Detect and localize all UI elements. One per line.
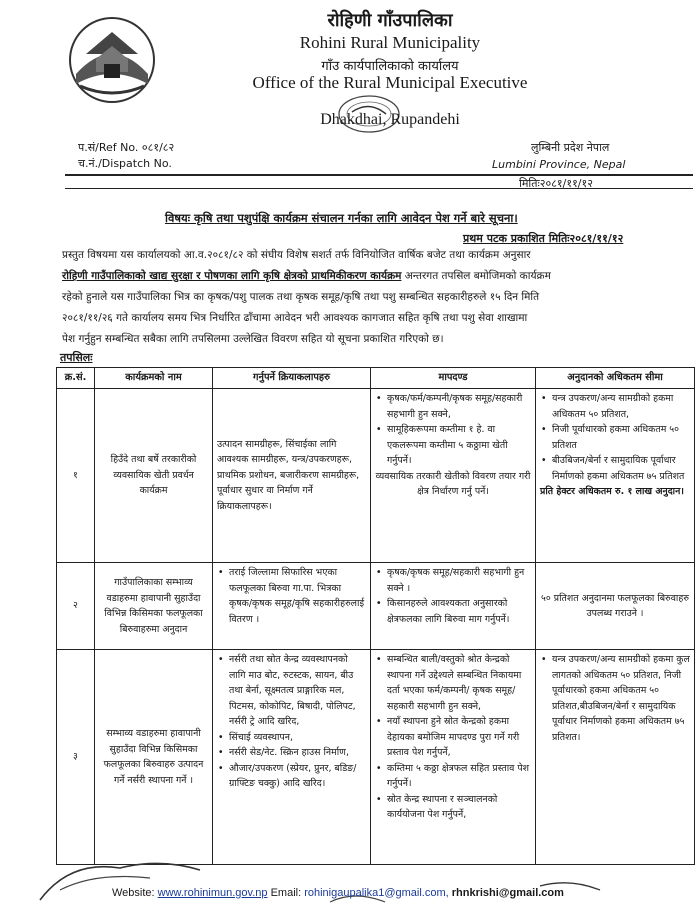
details-heading: तपसिलः [60, 351, 93, 364]
row-sn: ३ [57, 650, 95, 865]
office-name-en: Office of the Rural Municipal Executive [252, 73, 528, 92]
row-sn: २ [57, 563, 95, 650]
grant-item: • बीउबिजन/बेर्ना र सामुदायिक पूर्वाधार निर्माणको हकमा अधिकतम ७५ प्रतिशत [550, 453, 690, 484]
email-link-primary[interactable]: rohinigaupalika1@gmail.com, [304, 887, 449, 899]
municipality-name-np: रोहिणी गाँउपालिका [327, 10, 453, 31]
activity-item: • नर्सरी सेड/नेट. स्क्रिन हाउस निर्माण, [227, 745, 366, 761]
row-grant [536, 650, 695, 865]
row-program-name: सम्भाव्य वडाहरुमा हावापानी सुहाउँदा विभिन्न किसिमका फलफूलका बिरुवाहरु उत्पादन गर्ने नर्सरी स्थापना गर्ने । [95, 650, 213, 865]
row-grant: ५० प्रतिशत अनुदानमा फलफूलका बिरुवाहरु उपलब्ध गराउने । [536, 563, 695, 650]
criteria-item: • किसानहरुले आवश्यकता अनुसारको क्षेत्रफलका लागि बिरुवा माग गर्नुपर्ने। [385, 596, 531, 627]
municipality-emblem-icon [66, 14, 158, 106]
notice-date: मितिः२०८१/११/१२ [519, 177, 593, 190]
activity-item: • नर्सरी तथा स्रोत केन्द्र व्यवस्थापनको लागि माउ बोट, रुटस्टक, सायन, बीउ तथा बेर्ना, सूक्ष्मतत्व प्राङ्गारिक मल, पिटमस, कोकोपिट, बिषादी, पोलिपट, नर्सरी ट्रे आदि खरिद, [227, 652, 366, 730]
table-row [57, 389, 695, 563]
body-line: रहेको हुनाले यस गाउँपालिका भित्र का कृषक/पशु पालक तथा कृषक समूह/कृषि तथा पशु सम्बन्धित सहकारीहरुले १५ दिन मिति [62, 291, 540, 303]
published-date: प्रथम पटक प्रकाशित मितिः२०८१/११/१२ [463, 232, 624, 245]
office-address: Dhakdhai, Rupandehi [320, 111, 460, 128]
row-activities [213, 650, 371, 865]
col-header-activities: गर्नुपर्ने क्रियाकलापहरु [213, 368, 371, 389]
row-activities: उत्पादन सामग्रीहरू, सिंचाईका लागि आवश्यक सामग्रीहरू, यन्त्र/उपकरणहरू, प्राथमिक प्रशोधन, बजारीकरण सामग्रीहरू, पूर्वाधार सुधार वा निर्माण गर्ने क्रियाकलापहरू। [213, 389, 371, 563]
grant-item: • निजी पूर्वाधारको हकमा अधिकतम ५० प्रतिशत [550, 422, 690, 453]
program-table [56, 367, 695, 865]
col-header-criteria: मापदण्ड [371, 368, 536, 389]
dispatch-number: च.नं./Dispatch No. [78, 157, 172, 170]
province-np: लुम्बिनी प्रदेश नेपाल [531, 141, 610, 154]
body-line: प्रस्तुत विषयमा यस कार्यालयको आ.व.२०८१/८२ को संघीय विशेष सशर्त तर्फ विनियोजित वार्षिक बजेट तथा कार्यक्रम अनुसार [62, 249, 531, 261]
criteria-item: • कम्तिमा ५ कठ्ठा क्षेत्रफल सहित प्रस्ताव पेश गर्नुपर्ने। [385, 761, 531, 792]
row-program-name: गाउँपालिकाका सम्भाव्य वडाहरुमा हावापानी सुहाउँदा विभिन्न किसिमका फलफूलका बिरुवाहरुमा अनुदान [95, 563, 213, 650]
email-link-secondary[interactable]: rhnkrishi@gmail.com [448, 887, 564, 899]
notice-subject: विषयः कृषि तथा पशुपंक्षि कार्यक्रम संचालन गर्नका लागि आवेदन पेश गर्ने बारे सूचना। [165, 211, 518, 225]
grant-item: • यन्त्र उपकरण/अन्य सामग्रीको हकमा अधिकतम ५० प्रतिशत, [550, 391, 690, 422]
body-line: रोहिणी गाउँपालिकाको खाद्य सुरक्षा र पोषणका लागि कृषि क्षेत्रको प्राथमिकीकरण कार्यक्रम अन्तरगत तपसिल बमोजिमको कार्यक्रम [62, 270, 551, 282]
municipality-name-en: Rohini Rural Municipality [299, 33, 481, 52]
grant-note: प्रति हेक्टर अधिकतम रु. १ लाख अनुदान। [540, 486, 684, 497]
criteria-item: • कृषक/फर्म/कम्पनी/कृषक समूह/सहकारी सहभागी हुन सक्ने, [385, 391, 531, 422]
activity-item: • औजार/उपकरण (स्प्रेयर, प्रुनर, बडिङ/ग्राफ्टिङ चक्कु) आदि खरिद। [227, 761, 366, 792]
criteria-item: • सामूहिकरूपमा कम्तीमा १ हे. वा एकलरूपमा कम्तीमा ५ कठ्ठामा खेती गर्नुपर्ने। [385, 422, 531, 469]
office-name-np: गाँउ कार्यपालिकाको कार्यालय [321, 59, 459, 74]
table-header-row [57, 368, 695, 389]
website-link[interactable]: www.rohinimun.gov.np [157, 887, 268, 899]
row-criteria [371, 650, 536, 865]
program-name-highlight: रोहिणी गाउँपालिकाको खाद्य सुरक्षा र पोषणका लागि कृषि क्षेत्रको प्राथमिकीकरण कार्यक्रम [62, 270, 402, 282]
criteria-item: • स्रोत केन्द्र स्थापना र सञ्चालनको कार्ययोजना पेश गर्नुपर्ने, [385, 792, 531, 823]
row-criteria [371, 563, 536, 650]
col-header-sn: क्र.सं. [57, 368, 95, 389]
row-activities [213, 563, 371, 650]
activity-item: • तराई जिल्लामा सिफारिस भएका फलफूलका बिरुवा गा.पा. भित्रका कृषक/कृषक समूह/कृषि सहकारीहरुलाई वितरण । [227, 565, 366, 627]
body-line: २०८१/११/२६ गते कार्यालय समय भित्र निर्धारित ढाँचामा आवेदन भरी आवश्यक कागजात सहित कृषि तथा पशु सेवा शाखामा [62, 312, 528, 324]
row-program-name: हिउँदे तथा बर्षे तरकारीको व्यवसायिक खेती प्रवर्धन कार्यक्रम [95, 389, 213, 563]
table-row [57, 563, 695, 650]
col-header-name: कार्यक्रमको नाम [95, 368, 213, 389]
criteria-item: • सम्बन्धित बाली/वस्तुको श्रोत केन्द्रको स्थापना गर्ने उद्देश्यले सम्बन्धित निकायमा दर्ता भएका फर्म/कम्पनी/ कृषक समूह/सहकारी सहभागी हुन सक्ने, [385, 652, 531, 714]
criteria-item: • कृषक/कृषक समूह/सहकारी सहभागी हुन सक्ने । [385, 565, 531, 596]
col-header-grant: अनुदानको अधिकतम सीमा [536, 368, 695, 389]
province-en: Lumbini Province, Nepal [492, 158, 626, 171]
grant-item: • यन्त्र उपकरण/अन्य सामग्रीको हकमा कुल लागतको अधिकतम ५० प्रतिशत, निजी पूर्वाधारको हकमा अधिकतम ५० प्रतिशत,बीउबिजन/बेर्ना र सामुदायिक पूर्वाधार निर्माणको हकमा अधिकतम ७५ प्रतिशत। [550, 652, 690, 745]
footer-contact: Website: www.rohinimun.gov.np Email: rohinigaupalika1@gmail.com, rhnkrishi@gmail.com [112, 887, 564, 899]
criteria-item: • नयाँ स्थापना हुने स्रोत केन्द्रको हकमा देहायका बमोजिम मापदण्ड पुरा गर्ने गरी प्रस्ताव पेश गर्नुपर्ने, [385, 714, 531, 761]
row-criteria [371, 389, 536, 563]
header-divider-thin [65, 188, 693, 189]
body-line: पेश गर्नुहुन सम्बन्धित सबैका लागि तपसिलमा उल्लेखित विवरण सहित यो सूचना प्रकाशित गरिएको छ। [62, 333, 444, 345]
activity-item: • सिंचाई व्यवस्थापन, [227, 730, 366, 746]
header-divider [65, 174, 693, 176]
row-sn: १ [57, 389, 95, 563]
table-row [57, 650, 695, 865]
criteria-note: व्यवसायिक तरकारी खेतीको विवरण तयार गरी क्षेत्र निर्धारण गर्नु पर्ने। [375, 470, 531, 497]
row-grant [536, 389, 695, 563]
reference-number: प.सं/Ref No. ०८१/८२ [78, 141, 175, 154]
